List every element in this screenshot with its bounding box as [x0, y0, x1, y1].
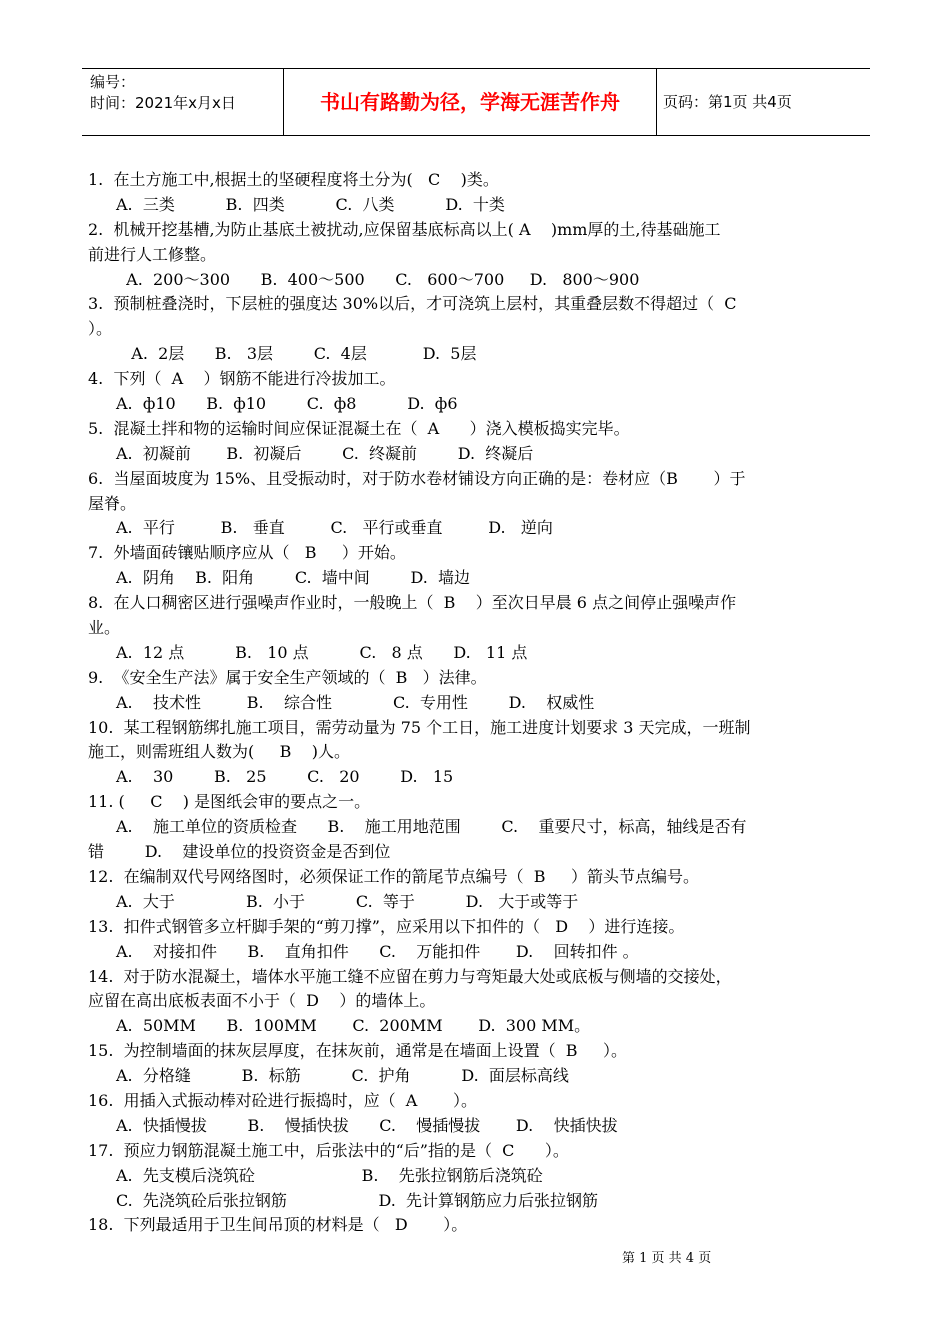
line-28: 错 D. 建设单位的投资资金是否到位: [88, 842, 391, 862]
line-39: A. 快插慢拔 B. 慢插快拔 C. 慢插慢拔 D. 快插快拔: [116, 1115, 618, 1135]
line-6: 3. 预制桩叠浇时，下层桩的强度达 30%以后，才可浇筑上层村，其重叠层数不得超过（ C: [88, 294, 737, 314]
line-25: A. 30 B. 25 C. 20 D. 15: [116, 767, 454, 787]
line-40: 17. 预应力钢筋混凝土施工中，后张法中的“后”指的是（ C ）。: [88, 1140, 569, 1160]
line-26: 11. ( C ) 是图纸会审的要点之一。: [88, 792, 371, 812]
header-left-cell: [82, 69, 284, 135]
time-label: 时间：2021年x月x日: [90, 94, 236, 112]
line-34: 应留在高出底板表面不小于（ D ）的墙体上。: [88, 991, 436, 1011]
line-30: A. 大于 B. 小于 C. 等于 D. 大于或等于: [116, 891, 579, 911]
line-19: 业。: [88, 618, 121, 638]
line-33: 14. 对于防水混凝土，墙体水平施工缝不应留在剪力与弯矩最大处或底板与侧墙的交接处，: [88, 966, 732, 986]
page-label: 页码：第1页 共4页: [663, 93, 792, 111]
line-14: 屋脊。: [88, 493, 137, 513]
line-4: 前进行人工修整。: [88, 244, 217, 264]
line-27: A. 施工单位的资质检查 B. 施工用地范围 C. 重要尺寸，标高，轴线是否有: [116, 817, 747, 837]
line-2: A. 三类 B. 四类 C. 八类 D. 十类: [116, 194, 505, 214]
line-16: 7. 外墙面砖镶贴顺序应从（ B ）开始。: [88, 543, 406, 563]
line-24: 施工，则需班组人数为( B )人。: [88, 742, 351, 762]
line-31: 13. 扣件式钢管多立杆脚手架的“剪刀撑”，应采用以下扣件的（ D ）进行连接。: [88, 916, 685, 936]
line-15: A. 平行 B. 垂直 C. 平行或垂直 D. 逆向: [116, 518, 553, 538]
line-8: A. 2层 B. 3层 C. 4层 D. 5层: [116, 344, 477, 364]
line-32: A. 对接扣件 B. 直角扣件 C. 万能扣件 D. 回转扣件 。: [116, 941, 639, 961]
line-3: 2. 机械开挖基槽,为防止基底土被扰动,应保留基底标高以上( A )mm厚的土,待基础施工: [88, 219, 721, 239]
motto: 书山有路勤为径，学海无涯苦作舟: [284, 69, 657, 135]
line-1: 1. 在土方施工中,根据土的坚硬程度将土分为( C )类。: [88, 170, 499, 189]
line-42: C. 先浇筑砼后张拉钢筋 D. 先计算钢筋应力后张拉钢筋: [116, 1190, 598, 1210]
line-43: 18. 下列最适用于卫生间吊顶的材料是（ D ）。: [88, 1215, 468, 1235]
line-22: A. 技术性 B. 综合性 C. 专用性 D. 权威性: [116, 692, 595, 712]
line-29: 12. 在编制双代号网络图时，必须保证工作的箭尾节点编号（ B ）箭头节点编号。: [88, 866, 699, 886]
line-11: 5. 混凝土拌和物的运输时间应保证混凝土在（ A ）浇入模板捣实完毕。: [88, 418, 630, 438]
line-18: 8. 在人口稠密区进行强噪声作业时，一般晚上（ B ）至次日早晨 6 点之间停止强噪声作: [88, 593, 737, 613]
line-38: 16. 用插入式振动棒对砼进行振捣时，应（ A ）。: [88, 1090, 477, 1110]
question-list: [88, 168, 868, 1238]
line-5: A. 200～300 B. 400～500 C. 600～700 D. 800～900: [116, 269, 640, 289]
line-9: 4. 下列（ A ）钢筋不能进行冷拔加工。: [88, 369, 396, 389]
page-header: [82, 68, 870, 136]
line-10: A. ф10 B. ф10 C. ф8 D. ф6: [116, 394, 458, 414]
line-37: A. 分格缝 B. 标筋 C. 护角 D. 面层标高线: [116, 1066, 569, 1086]
line-20: A. 12 点 B. 10 点 C. 8 点 D. 11 点: [116, 642, 528, 662]
line-23: 10. 某工程钢筋绑扎施工项目，需劳动量为 75 个工日，施工进度计划要求 3 天完成，一班制: [88, 717, 751, 737]
line-41: A. 先支模后浇筑砼 B. 先张拉钢筋后浇筑砼: [116, 1165, 543, 1185]
page-footer: 第 1 页 共 4 页: [622, 1251, 712, 1266]
line-12: A. 初凝前 B. 初凝后 C. 终凝前 D. 终凝后: [116, 443, 534, 463]
number-label: 编号：: [90, 73, 136, 91]
line-36: 15. 为控制墙面的抹灰层厚度，在抹灰前，通常是在墙面上设置（ B ）。: [88, 1041, 627, 1061]
line-17: A. 阴角 B. 阳角 C. 墙中间 D. 墙边: [116, 568, 470, 588]
line-35: A. 50MM B. 100MM C. 200MM D. 300 MM。: [116, 1016, 591, 1036]
line-21: 9. 《安全生产法》属于安全生产领域的（ B ）法律。: [88, 667, 487, 687]
line-13: 6. 当屋面坡度为 15%、且受振动时，对于防水卷材铺设方向正确的是：卷材应（B ）于: [88, 468, 746, 488]
line-7: ）。: [88, 319, 113, 339]
